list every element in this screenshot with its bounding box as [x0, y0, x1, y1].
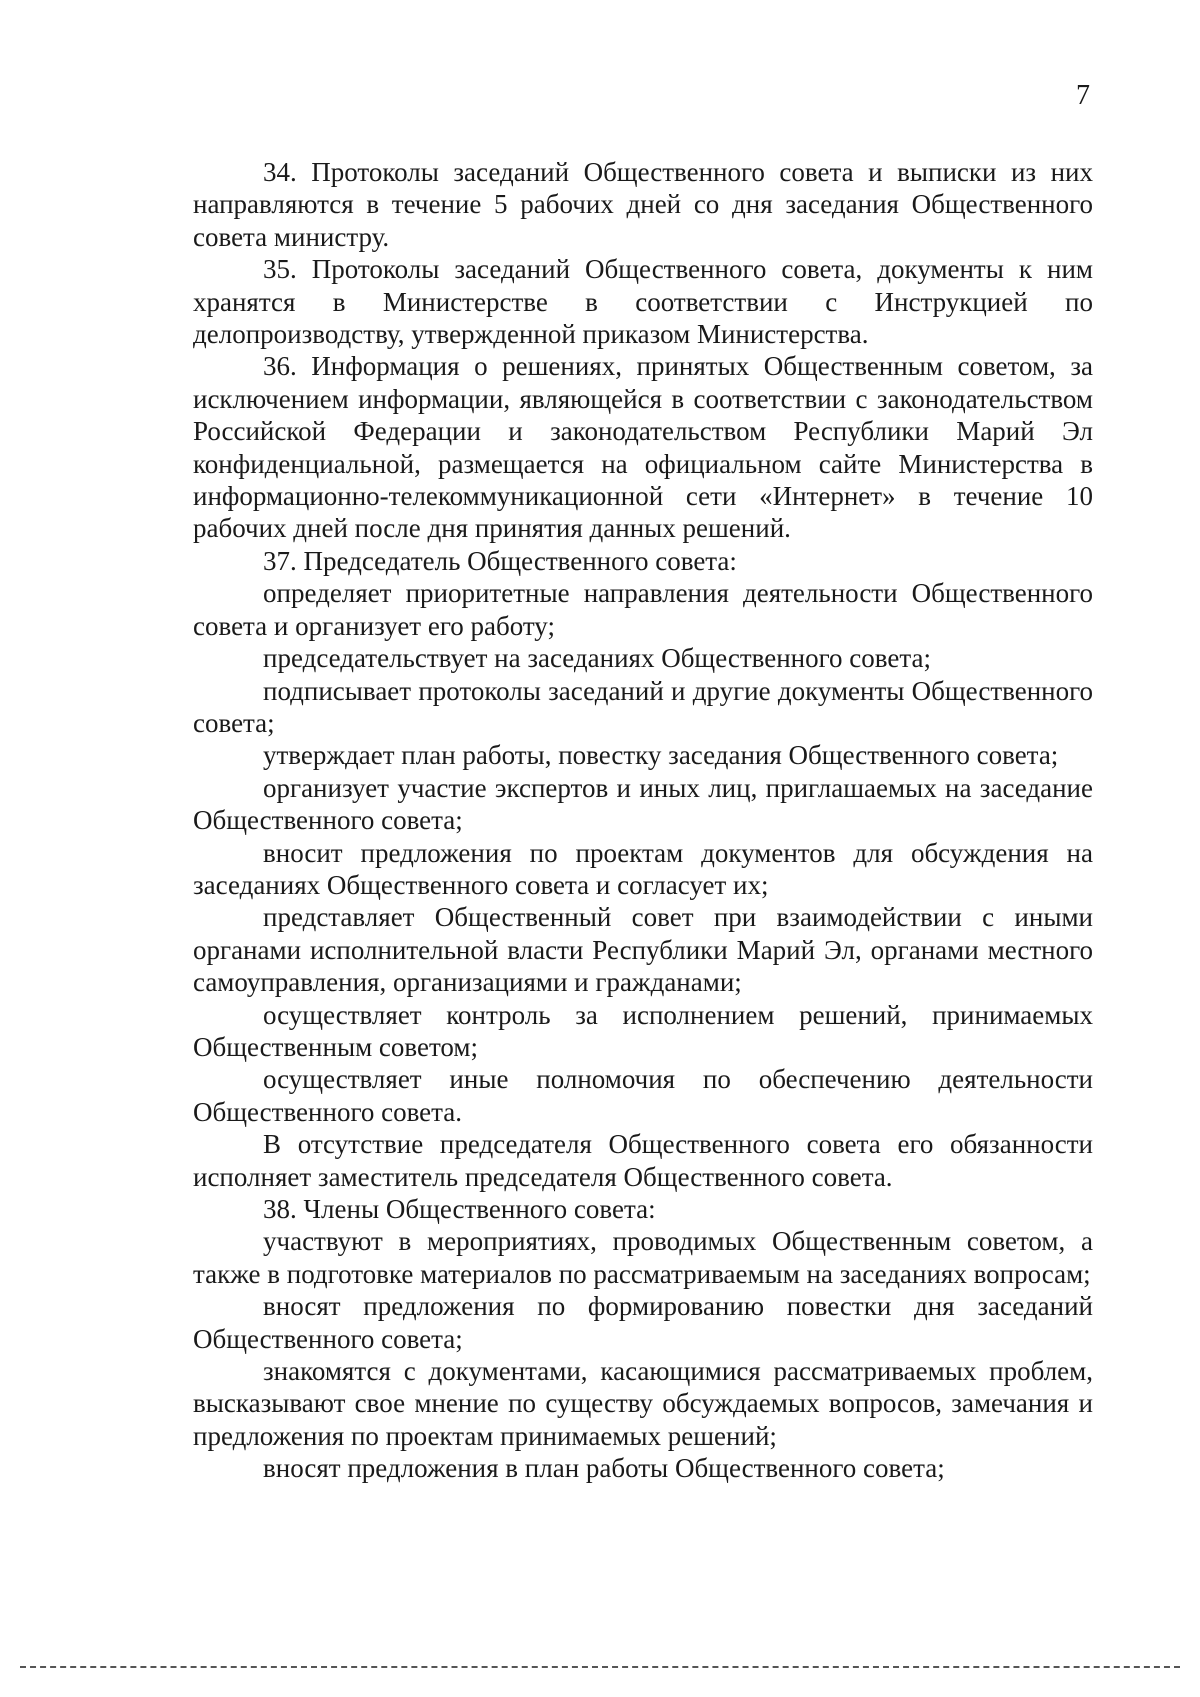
list-item: организует участие экспертов и иных лиц, приглашаемых на заседание Общественного совета;	[193, 772, 1093, 836]
list-item: вносит предложения по проектам документов для обсуждения на заседаниях Общественного совета и согласует их;	[193, 837, 1093, 900]
list-item: знакомятся с документами, касающимися рассматриваемых проблем, высказывают свое мнение по существу обсуждаемых вопросов, замечания и предложения по проектам принимаемых решений;	[193, 1356, 1093, 1451]
paragraph-chair-absence: В отсутствие председателя Общественного совета его обязанности исполняет заместитель председателя Общественного совета.	[193, 1129, 1093, 1192]
list-item: представляет Общественный совет при взаимодействии с иными органами исполнительной власти Республики Марий Эл, органами местного самоуправления, организациями и гражданами;	[193, 902, 1093, 998]
paragraph-37-heading: 37. Председатель Общественного совета:	[263, 545, 737, 576]
paragraph-38-heading: 38. Члены Общественного совета:	[263, 1194, 656, 1224]
list-item: вносят предложения по формированию повестки дня заседаний Общественного совета;	[193, 1291, 1093, 1354]
list-item: осуществляет контроль за исполнением решений, принимаемых Общественным советом;	[193, 999, 1093, 1062]
list-item: председательствует на заседаниях Общественного совета;	[263, 643, 931, 674]
paragraph-36: 36. Информация о решениях, принятых Общественным советом, за исключением информации, являющейся в соответствии с законодательством Российской Федерации и законодательством Республики Марий Эл конфиденциальной, размещается на официальном сайте Министерства в информационно-телекоммуникационной сети «Интернет» в течение 10 рабочих дней после дня принятия данных решений.	[193, 351, 1093, 544]
list-item: осуществляет иные полномочия по обеспечению деятельности Общественного совета.	[193, 1064, 1093, 1127]
paragraph-34: 34. Протоколы заседаний Общественного совета и выписки из них направляются в течение 5 рабочих дней со дня заседания Общественного совета министру.	[193, 157, 1093, 252]
paragraph-35: 35. Протоколы заседаний Общественного совета, документы к ним хранятся в Министерстве в соответствии с Инструкцией по делопроизводству, утвержденной приказом Министерства.	[193, 254, 1093, 350]
scan-edge-divider	[20, 1666, 1180, 1668]
list-item: участвуют в мероприятиях, проводимых Общественным советом, а также в подготовке материалов по рассматриваемым на заседаниях вопросам;	[193, 1226, 1093, 1289]
list-item: утверждает план работы, повестку заседания Общественного совета;	[263, 740, 1059, 771]
document-body	[193, 156, 1093, 1485]
list-item: подписывает протоколы заседаний и другие документы Общественного совета;	[193, 675, 1093, 738]
page-number: 7	[1076, 80, 1090, 111]
list-item: вносят предложения в план работы Общественного совета;	[263, 1453, 945, 1484]
list-item: определяет приоритетные направления деятельности Общественного совета и организует его работу;	[193, 578, 1093, 641]
